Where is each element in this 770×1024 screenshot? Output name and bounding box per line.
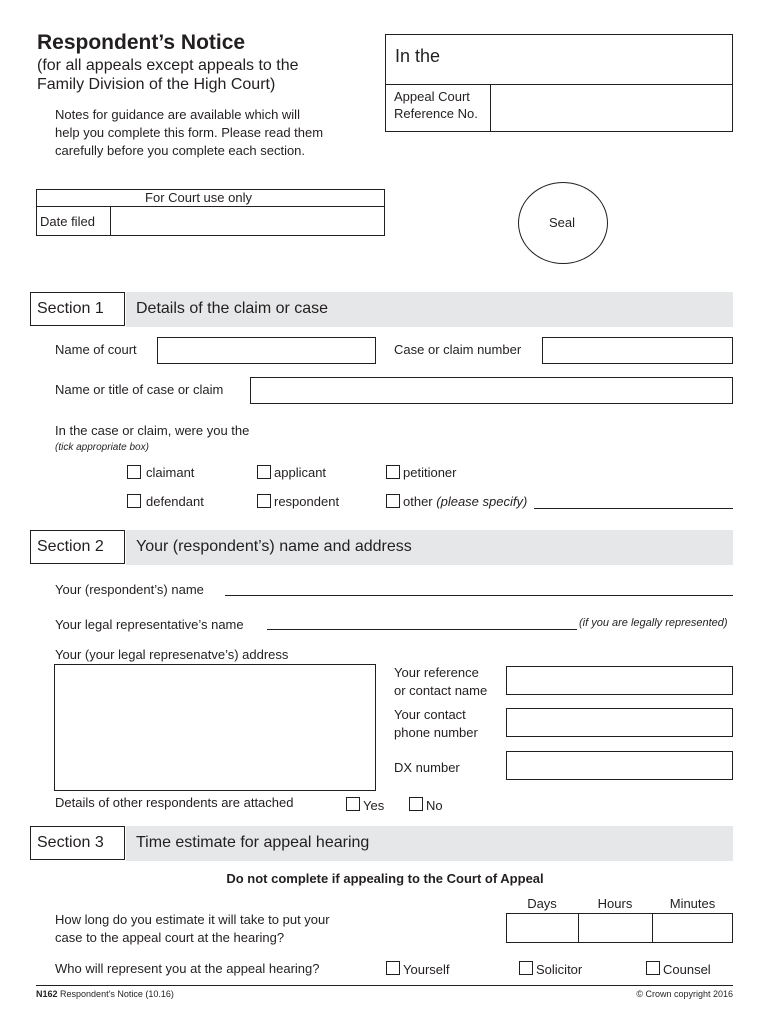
section3-bar [126, 826, 733, 861]
other-specify-line[interactable] [534, 508, 733, 509]
respondent-name-label: Your (respondent’s) name [55, 582, 204, 597]
section2-label: Section 2 [30, 530, 125, 564]
role-hint: (tick appropriate box) [55, 442, 149, 453]
legal-rep-label: Your legal representative’s name [55, 617, 244, 632]
reference-label-1: Your reference [394, 665, 479, 680]
legal-rep-hint: (if you are legally represented) [579, 617, 728, 629]
address-label: Your (your legal represenatve’s) address [55, 647, 289, 662]
case-name-input[interactable] [250, 377, 733, 404]
footer-rule [36, 985, 733, 986]
minutes-header: Minutes [669, 896, 716, 911]
phone-label-2: phone number [394, 725, 478, 740]
appeal-ref-label-2: Reference No. [394, 106, 478, 121]
phone-label-1: Your contact [394, 707, 466, 722]
court-name-field[interactable] [385, 34, 733, 85]
name-of-court-input[interactable] [157, 337, 376, 364]
dx-input[interactable] [506, 751, 733, 780]
applicant-checkbox[interactable] [257, 465, 271, 479]
hours-header: Hours [597, 896, 633, 911]
footer-form-code: N162 [36, 989, 58, 999]
respondent-checkbox[interactable] [257, 494, 271, 508]
section1-bar [126, 292, 733, 327]
in-the-label: In the [395, 46, 441, 66]
days-input[interactable] [506, 913, 579, 943]
legal-rep-line[interactable] [267, 629, 577, 630]
petitioner-label: petitioner [403, 465, 457, 480]
footer-copyright: © Crown copyright 2016 [636, 989, 733, 999]
other-respondents-yes-checkbox[interactable] [346, 797, 360, 811]
claimant-label: claimant [146, 465, 195, 480]
defendant-checkbox[interactable] [127, 494, 141, 508]
applicant-label: applicant [274, 465, 327, 480]
counsel-checkbox[interactable] [646, 961, 660, 975]
form-subtitle-1: (for all appeals except appeals to the [37, 57, 299, 74]
form-subtitle-2: Family Division of the High Court) [37, 76, 276, 93]
respondent-name-line[interactable] [225, 595, 733, 596]
section3-label: Section 3 [30, 826, 125, 860]
solicitor-checkbox[interactable] [519, 961, 533, 975]
other-text: other [403, 494, 433, 509]
guidance-note-1: Notes for guidance are available which will [55, 107, 300, 122]
claimant-checkbox[interactable] [127, 465, 141, 479]
phone-input[interactable] [506, 708, 733, 737]
appeal-ref-input[interactable] [491, 85, 732, 131]
other-respondents-label: Details of other respondents are attached [55, 795, 294, 810]
reference-input[interactable] [506, 666, 733, 695]
other-respondents-no-checkbox[interactable] [409, 797, 423, 811]
other-checkbox[interactable] [386, 494, 400, 508]
reference-label-2: or contact name [394, 683, 488, 698]
section1-title: Details of the claim or case [136, 300, 329, 317]
section1-label: Section 1 [30, 292, 125, 326]
date-filed-label: Date filed [40, 214, 95, 229]
case-name-label: Name or title of case or claim [55, 382, 224, 397]
seal-label: Seal [548, 215, 576, 230]
days-header: Days [527, 896, 557, 911]
counsel-label: Counsel [663, 962, 711, 977]
guidance-note-2: help you complete this form. Please read them [55, 125, 324, 140]
guidance-note-3: carefully before you complete each section. [55, 143, 306, 158]
defendant-label: defendant [146, 494, 204, 509]
footer-form-name: Respondent’s Notice (10.16) [60, 989, 174, 999]
footer-form-id [36, 989, 174, 999]
yourself-checkbox[interactable] [386, 961, 400, 975]
dx-label: DX number [394, 760, 460, 775]
estimate-label-1: How long do you estimate it will take to put your [55, 912, 330, 927]
case-number-input[interactable] [542, 337, 733, 364]
form-title: Respondent’s Notice [37, 31, 246, 54]
petitioner-checkbox[interactable] [386, 465, 400, 479]
name-of-court-label: Name of court [55, 342, 137, 357]
other-hint: (please specify) [436, 494, 528, 509]
case-number-label: Case or claim number [394, 342, 522, 357]
no-label: No [426, 798, 443, 813]
court-use-title: For Court use only [145, 190, 252, 205]
other-label [403, 494, 527, 509]
yes-label: Yes [363, 798, 385, 813]
yourself-label: Yourself [403, 962, 450, 977]
section2-bar [126, 530, 733, 565]
date-filed-input[interactable] [111, 207, 384, 235]
section3-warning: Do not complete if appealing to the Court of Appeal [226, 871, 544, 886]
represent-question: Who will represent you at the appeal hearing? [55, 961, 320, 976]
role-question: In the case or claim, were you the [55, 423, 250, 438]
solicitor-label: Solicitor [536, 962, 583, 977]
section2-title: Your (respondent’s) name and address [136, 538, 412, 555]
hours-input[interactable] [578, 913, 653, 943]
section3-title: Time estimate for appeal hearing [136, 834, 370, 851]
respondent-label: respondent [274, 494, 340, 509]
address-input[interactable] [54, 664, 376, 791]
minutes-input[interactable] [652, 913, 733, 943]
appeal-ref-label-1: Appeal Court [394, 89, 470, 104]
estimate-label-2: case to the appeal court at the hearing? [55, 930, 285, 945]
